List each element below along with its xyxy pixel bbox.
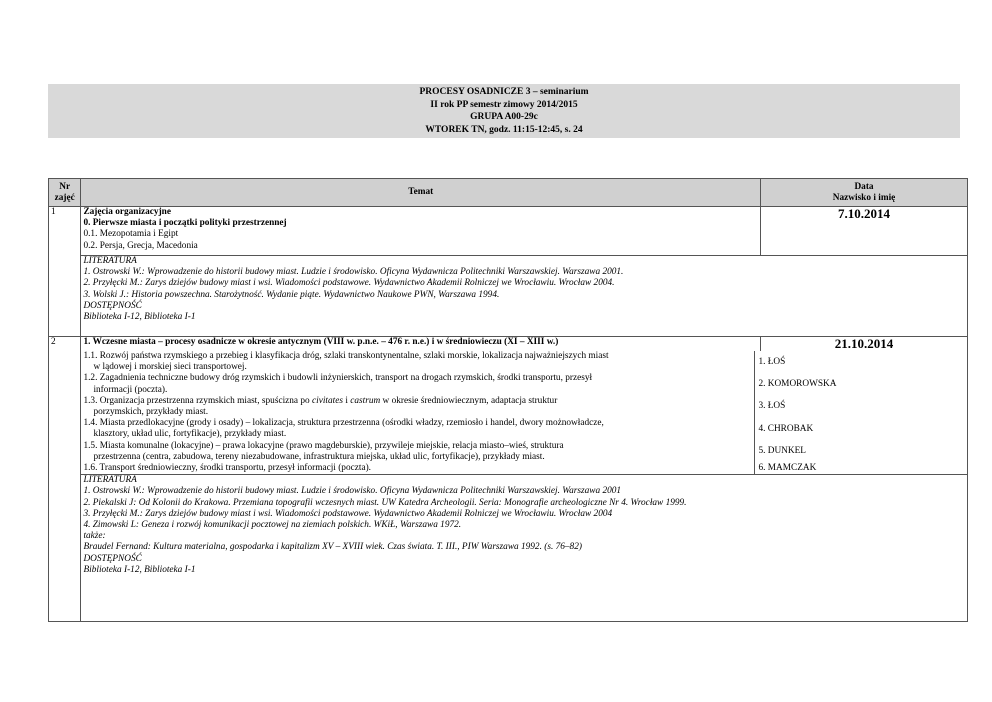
header-year-semester: II rok PP semestr zimowy 2014/2015 bbox=[430, 99, 578, 110]
topic-line-cont: informacji (poczta). bbox=[93, 384, 168, 395]
topic-row bbox=[81, 351, 967, 373]
literature-cell bbox=[81, 475, 968, 622]
topic-row bbox=[81, 441, 967, 463]
literature-heading: LITERATURA bbox=[83, 256, 137, 266]
topic-text bbox=[81, 396, 755, 418]
topic-line-part: 1.3. Organizacja przestrzenna rzymskich miast, spuścizna po bbox=[83, 395, 313, 406]
topic-row bbox=[81, 463, 967, 474]
literature-heading: LITERATURA bbox=[83, 475, 137, 486]
document-header bbox=[48, 84, 960, 138]
topic-item: 0.2. Persja, Grecja, Macedonia bbox=[83, 240, 198, 251]
topic-line-cont: przestrzenna (centra, zabudowa, tereny niezabudowane, infrastruktura miejska, układ ulic, fortyfikacje), przykłady miast. bbox=[93, 451, 545, 462]
topic-line: 1.1. Rozwój państwa rzymskiego a przebieg i klasyfikacja dróg, szlaki transkontynentalne, szlaki morskie, lokalizacja najważniejszych miast bbox=[83, 351, 609, 361]
topic-assignee: 6. MAMCZAK bbox=[758, 463, 817, 474]
topic-term: civitates bbox=[312, 395, 343, 406]
session-row bbox=[49, 337, 968, 352]
session-date: 7.10.2014 bbox=[761, 207, 968, 256]
topic-text bbox=[81, 418, 755, 440]
topic-assignee: 4. CHROBAK bbox=[758, 423, 814, 434]
session-row bbox=[49, 207, 968, 256]
topic-line: 1.4. Miasta przedlokacyjne (grody i osady) – lokalizacja, struktura przestrzenna (ośrodki władzy, rzemiosło i handel, dwory możnowładcze, bbox=[83, 418, 604, 429]
topics-row bbox=[49, 351, 968, 475]
literature-item: 2. Przyłęcki M.: Zarys dziejów budowy miast i wsi. Wiadomości podstawowe. Wydawnictwo Akademii Rolniczej we Wrocławiu. Wrocław 2004. bbox=[83, 278, 615, 289]
session-subtitle: 0. Pierwsze miasta i początki polityki przestrzennej bbox=[83, 218, 287, 229]
topic-line: 1.5. Miasta komunalne (lokacyjne) – prawa lokacyjne (prawo magdeburskie), przywileje miejskie, relacja miasto–wieś, struktura bbox=[83, 440, 564, 451]
column-header-date bbox=[761, 179, 968, 207]
topic-term: castrum bbox=[350, 395, 381, 406]
header-schedule: WTOREK TN, godz. 11:15-12:45, s. 24 bbox=[425, 124, 583, 135]
topic-line-cont: w lądowej i morskiej sieci transportowej. bbox=[93, 362, 247, 373]
session-topic-cell bbox=[81, 207, 761, 256]
column-header-nr-line1: Nr bbox=[59, 181, 71, 192]
topic-assignee: 2. KOMOROWSKA bbox=[758, 379, 837, 389]
availability-heading: DOSTĘPNOŚĆ bbox=[83, 553, 142, 564]
topic-line-part: i bbox=[343, 395, 351, 406]
availability-text: Biblioteka I-12, Biblioteka I-1 bbox=[83, 564, 196, 575]
column-header-date-line1: Data bbox=[854, 181, 874, 192]
topic-assignee: 1. ŁOŚ bbox=[758, 356, 786, 367]
literature-row bbox=[49, 256, 968, 337]
literature-item: 3. Wolski J.: Historia powszechna. Starożytność. Wydanie piąte. Wydawnictwo Naukowe PWN, Warszawa 1994. bbox=[83, 289, 500, 300]
topic-assignee: 3. ŁOŚ bbox=[758, 401, 786, 412]
topic-text bbox=[81, 441, 755, 463]
header-course-title: PROCESY OSADNICZE 3 – seminarium bbox=[419, 87, 589, 97]
header-group: GRUPA A00-29c bbox=[470, 112, 538, 122]
topic-row bbox=[81, 396, 967, 418]
topic-text bbox=[81, 373, 755, 395]
topic-text bbox=[81, 463, 755, 474]
literature-item: 2. Piekalski J: Od Kolonii do Krakowa. Przemiana topografii wczesnych miast. UW Katedra Archeologii. Seria: Monografie archeologiczne Nr 4. Wrocław 1999. bbox=[83, 497, 687, 508]
topic-line-cont: klasztory, układ ulic, fortyfikacje), przykłady miast. bbox=[93, 429, 287, 440]
topic-row bbox=[81, 373, 967, 395]
topic-line: 1.2. Zagadnienia techniczne budowy dróg rzymskich i budowli inżynierskich, transport na drogach rzymskich, środki transportu, przesył bbox=[83, 373, 593, 384]
schedule-table bbox=[48, 178, 968, 622]
topic-line bbox=[83, 396, 752, 407]
topic-line: 1.6. Transport średniowieczny, środki transportu, przesył informacji (poczta). bbox=[83, 463, 371, 474]
session-title: Zajęcia organizacyjne bbox=[83, 207, 171, 217]
availability-heading: DOSTĘPNOŚĆ bbox=[83, 300, 142, 311]
topic-item: 0.1. Mezopotamia i Egipt bbox=[83, 229, 179, 240]
topics-cell bbox=[81, 351, 968, 475]
topic-assignee: 5. DUNKEL bbox=[758, 446, 806, 457]
column-header-nr bbox=[49, 179, 81, 207]
literature-row bbox=[49, 475, 968, 622]
column-header-topic: Temat bbox=[81, 179, 761, 207]
column-header-nr-line2: zajęć bbox=[54, 192, 75, 203]
literature-item: 1. Ostrowski W.: Wprowadzenie do historii budowy miast. Ludzie i środowisko. Oficyna Wydawnicza Politechniki Warszawskiej. Warszawa 2001. bbox=[83, 267, 624, 278]
literature-item: 1. Ostrowski W.: Wprowadzenie do historii budowy miast. Ludzie i środowisko. Oficyna Wydawnicza Politechniki Warszawskiej. Warszawa 2001 bbox=[83, 486, 622, 497]
column-header-date-line2: Nazwisko i imię bbox=[832, 192, 896, 203]
literature-cell bbox=[81, 256, 968, 337]
session-number: 1 bbox=[49, 207, 81, 337]
topic-line-part: w okresie średniowiecznym, adaptacja struktur bbox=[380, 395, 558, 406]
availability-text: Biblioteka I-12, Biblioteka I-1 bbox=[83, 312, 196, 323]
literature-item: 4. Zimowski L: Geneza i rozwój komunikacji pocztowej na ziemiach polskich. WKiŁ, Warszawa 1972. bbox=[83, 520, 462, 531]
literature-item: 3. Przyłęcki M.: Zarys dziejów budowy miast i wsi. Wiadomości podstawowe. Wydawnictwo Akademii Rolniczej we Wrocławiu. Wrocław 2004 bbox=[83, 508, 613, 519]
session-date: 21.10.2014 bbox=[761, 337, 968, 352]
topic-row bbox=[81, 418, 967, 440]
literature-extra: Braudel Fernand: Kultura materialna, gospodarka i kapitalizm XV – XVIII wiek. Czas świata. T. III., PIW Warszawa 1992. (s. 76–82) bbox=[83, 542, 582, 553]
topic-line-cont: porzymskich, przykłady miast. bbox=[93, 407, 209, 418]
table-header-row bbox=[49, 179, 968, 207]
session-number: 2 bbox=[49, 337, 81, 622]
topic-text bbox=[81, 351, 755, 373]
literature-also: także: bbox=[83, 531, 106, 542]
session-title: 1. Wczesne miasta – procesy osadnicze w okresie antycznym (VIII w. p.n.e. – 476 r. n.e.) i w średniowieczu (XI – XIII w.) bbox=[81, 337, 761, 352]
